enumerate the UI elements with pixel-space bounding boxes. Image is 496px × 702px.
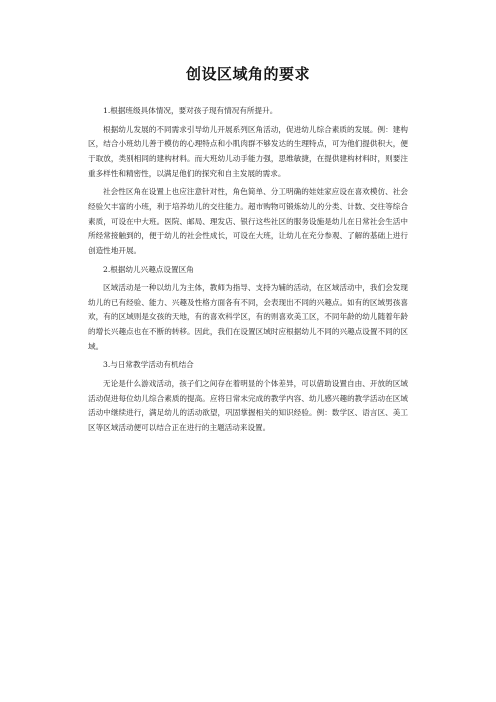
section-heading-2: 2.根据幼儿兴趣点设置区角: [103, 264, 194, 274]
document-title: 创设区域角的要求: [185, 65, 310, 83]
body-paragraph: 社会性区角在设置上也应注意针对性，角色简单、分工明确的娃娃家应设在喜欢模仿、社会经验欠丰富的小班，利于培养幼儿的交往能力。超市购物可锻炼幼儿的分类、计数、交往等综合素质，可设在中大班。医院、邮局、理发店、银行这些社区的服务设施是幼儿在日常社会生活中所经常接触到的，便于幼儿的社会性成长，可设在大班，让幼儿在充分参观、了解的基础上进行创造性地开展。: [88, 187, 408, 255]
body-paragraph: 区域活动是一种以幼儿为主体，教师为指导、支持为辅的活动，在区域活动中，我们会发现幼儿的已有经验、能力、兴趣及性格方面各有不同，会表现出不同的兴趣点。如有的区域男孩喜欢，有的区域则是女孩的天地，有的喜欢科学区，有的则喜欢美工区，不同年龄的幼儿随着年龄的增长兴趣点也在不断的转移。因此，我们在设置区域时应根据幼儿不同的兴趣点设置不同的区域。: [88, 283, 408, 351]
body-paragraph: 根据幼儿发展的不同需求引导幼儿开展系列区角活动，促进幼儿综合素质的发展。例：建构区，结合小班幼儿善于模仿的心理特点和小肌肉群不够发达的生理特点，可为他们提供积大，便于取放，类别相同的建构材料。而大班幼儿动手能力强，思维敏捷，在提供建构材料时，则要注重多样性和精密性，以满足他们的探究和自主发展的需求。: [88, 124, 408, 178]
section-heading-1: 1.根据班级具体情况，要对孩子现有情况有所提升。: [103, 106, 278, 115]
body-paragraph: 无论是什么游戏活动，孩子们之间存在着明显的个体差异，可以借助设置自由、开放的区域活动促进每位幼儿综合素质的提高。应将日常未完成的教学内容、幼儿感兴趣的教学活动在区域活动中继续进行，满足幼儿的活动欲望，巩固掌握相关的知识经验。例：数学区、语言区、美工区等区域活动便可以结合正在进行的主题活动来设置。: [88, 379, 408, 432]
section-heading-3: 3.与日常教学活动有机结合: [103, 360, 194, 370]
